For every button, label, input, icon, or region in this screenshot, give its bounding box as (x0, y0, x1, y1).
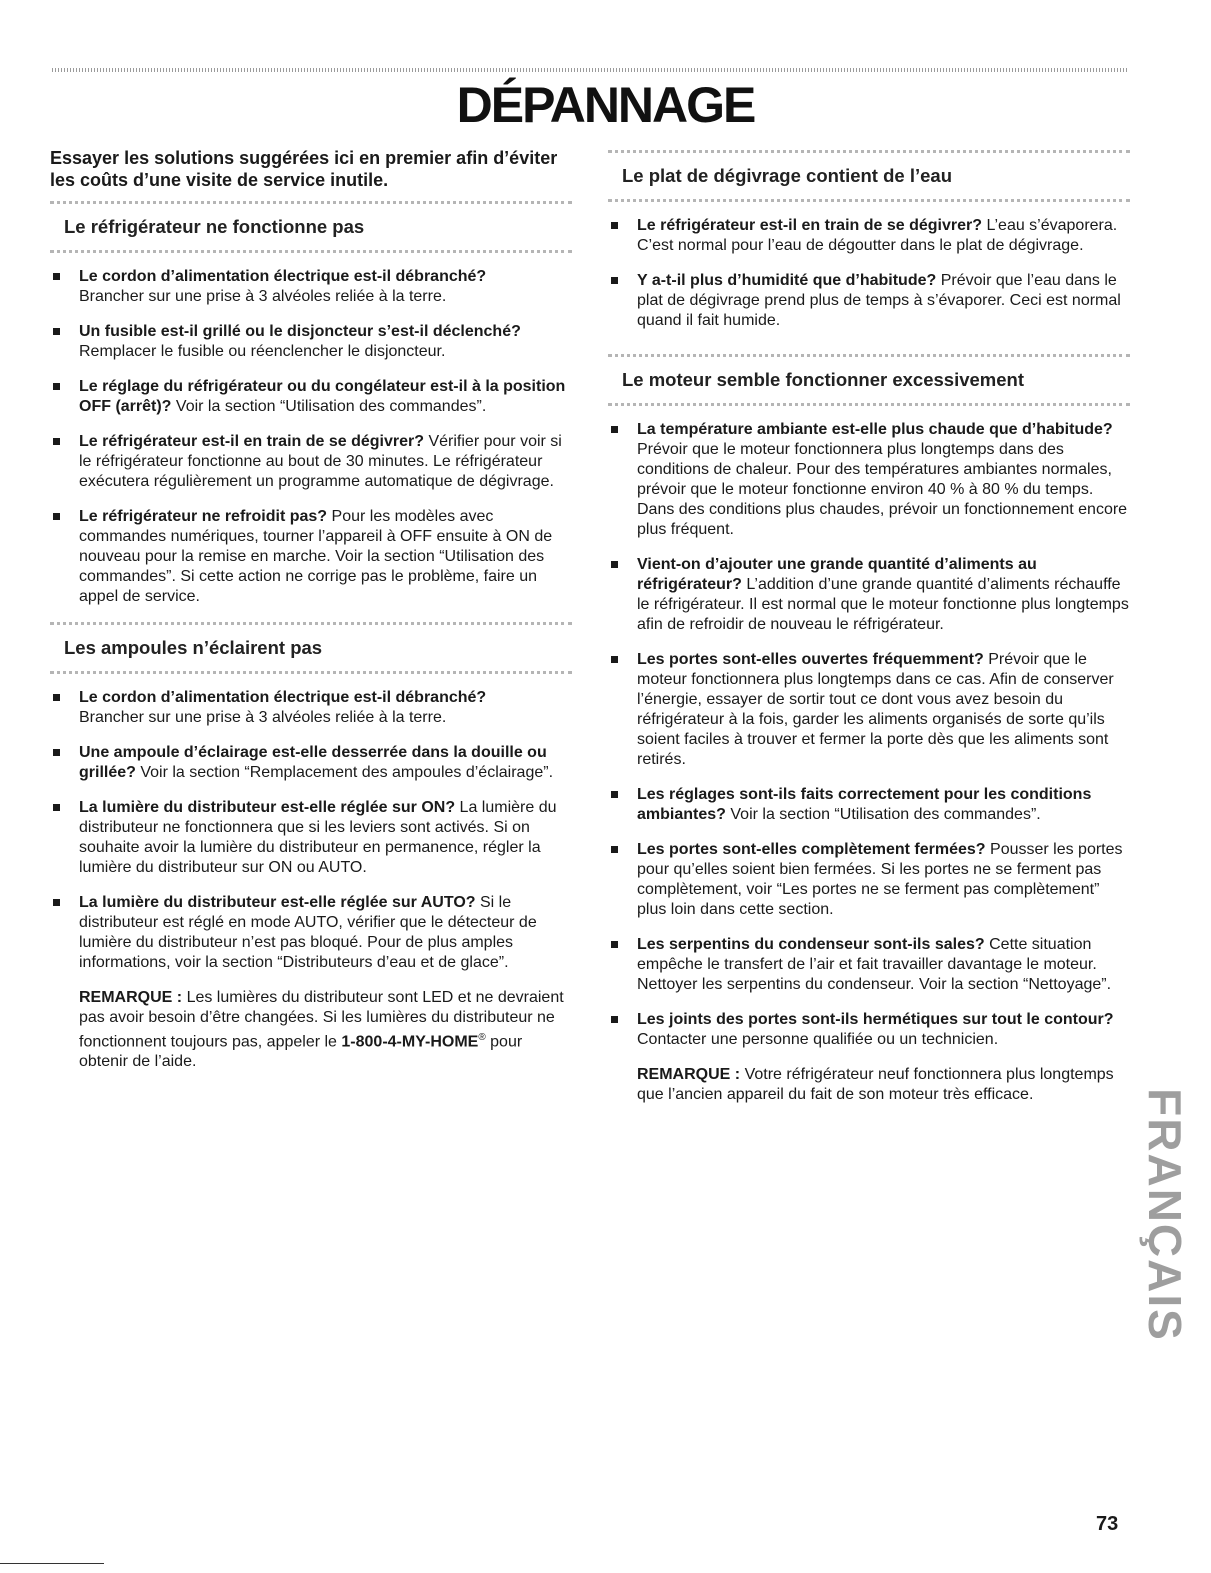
issue-question: La lumière du distributeur est-elle réglée sur ON? (79, 799, 456, 816)
left-column (50, 147, 572, 1086)
bullet-icon (611, 426, 618, 433)
bullet-icon (53, 513, 60, 520)
issue-item (50, 507, 572, 607)
issue-question: Les joints des portes sont-ils hermétiques sur tout le contour? (637, 1011, 1114, 1028)
bullet-icon (611, 222, 618, 229)
bullet-icon (53, 899, 60, 906)
section-heading: Le plat de dégivrage contient de l’eau (608, 150, 1130, 202)
issue-answer: L’eau s’évaporera. C’est normal pour l’eau de dégoutter dans le plat de dégivrage. (637, 217, 1118, 254)
issue-item (608, 785, 1130, 825)
registered-mark: ® (478, 1032, 486, 1043)
issue-question: Le réfrigérateur est-il en train de se dégivrer? (637, 217, 983, 234)
issue-question: Le cordon d’alimentation électrique est-il débranché? (79, 268, 487, 285)
issue-answer: Brancher sur une prise à 3 alvéoles reliée à la terre. (79, 709, 447, 726)
issue-item (50, 743, 572, 783)
issue-answer: Pousser les portes pour qu’elles soient bien fermées. Si les portes ne se ferment pas complètement, voir “Les portes ne se ferment pas complètement” plus loin dans cette section. (637, 841, 1123, 918)
right-column (608, 150, 1130, 1119)
issue-question: Les serpentins du condenseur sont-ils sales? (637, 936, 985, 953)
remark-tail: pour obtenir de l’aide. (79, 1033, 523, 1071)
issue-question: Vient-on d’ajouter une grande quantité d’aliments au réfrigérateur? (637, 556, 1037, 593)
section-heading: Le réfrigérateur ne fonctionne pas (50, 201, 572, 253)
issue-question: Un fusible est-il grillé ou le disjoncteur s’est-il déclenché? (79, 323, 521, 340)
issue-question: La température ambiante est-elle plus chaude que d’habitude? (637, 421, 1113, 438)
remark-text: Votre réfrigérateur neuf fonctionnera plus longtemps que l’ancien appareil du fait de son moteur très efficace. (637, 1066, 1114, 1103)
issue-answer: Voir la section “Utilisation des commandes”. (730, 806, 1041, 823)
issue-item (50, 432, 572, 492)
issue-item (50, 267, 572, 307)
issue-answer: Voir la section “Remplacement des ampoules d’éclairage”. (140, 764, 554, 781)
issue-item (608, 840, 1130, 920)
issue-item (50, 688, 572, 728)
bullet-icon (611, 277, 618, 284)
issue-question: Les portes sont-elles complètement fermées? (637, 841, 986, 858)
issue-answer: Pour les modèles avec commandes numériques, tourner l’appareil à OFF ensuite à ON de nouveau pour la remise en marche. Voir la section “Utilisation des commandes”. Si cette action ne corrige pas le problème, faire un appel de service. (79, 508, 553, 605)
bullet-icon (53, 273, 60, 280)
issue-answer: Si le distributeur est réglé en mode AUTO, vérifier que le détecteur de lumière du distributeur n’est pas bloqué. Pour de plus amples informations, voir la section “Distributeurs d’eau et de glace”. (79, 894, 537, 971)
issue-item (608, 935, 1130, 995)
issue-answer: Vérifier pour voir si le réfrigérateur fonctionne au bout de 30 minutes. Le réfrigérateur exécutera régulièrement un programme automatique de dégivrage. (79, 433, 562, 490)
remark-text: Les lumières du distributeur sont LED et ne devraient pas avoir besoin d’être changées. Si les lumières du distributeur ne fonctionnent toujours pas, appeler le (79, 989, 564, 1051)
section-heading: Les ampoules n’éclairent pas (50, 622, 572, 674)
issue-item (50, 377, 572, 417)
issue-question: Les portes sont-elles ouvertes fréquemment? (637, 651, 984, 668)
bullet-icon (611, 941, 618, 948)
issue-question: La lumière du distributeur est-elle réglée sur AUTO? (79, 894, 476, 911)
issue-answer: L’addition d’une grande quantité d’aliments réchauffe le réfrigérateur. Il est normal que le moteur fonctionne plus longtemps afin de refroidir de nouveau le réfrigérateur. (637, 576, 1129, 633)
issue-answer: Prévoir que le moteur fonctionnera plus longtemps dans ce cas. Afin de conserver l’énergie, essayer de sortir tout ce dont vous avez besoin du réfrigérateur à la fois, garder les aliments organisés de sorte qu’ils soient faciles à trouver et fermer la porte dès que les aliments sont retirés. (637, 651, 1114, 768)
bullet-icon (53, 383, 60, 390)
issue-item (608, 420, 1130, 540)
issue-answer: Prévoir que l’eau dans le plat de dégivrage prend plus de temps à s’évaporer. Ceci est normal quand il fait humide. (637, 272, 1121, 329)
issue-item (608, 555, 1130, 635)
issue-question: Les réglages sont-ils faits correctement pour les conditions ambiantes? (637, 786, 1092, 823)
bullet-icon (611, 561, 618, 568)
issue-item (608, 216, 1130, 256)
section-heading: Le moteur semble fonctionner excessivement (608, 354, 1130, 406)
issue-item (50, 798, 572, 878)
issue-answer: La lumière du distributeur ne fonctionnera que si les leviers sont activés. Si on souhaite avoir la lumière du distributeur en permanence, régler la lumière du distributeur sur ON ou AUTO. (79, 799, 557, 876)
bullet-icon (611, 846, 618, 853)
bullet-icon (53, 804, 60, 811)
issue-item (608, 1010, 1130, 1050)
bullet-icon (53, 694, 60, 701)
language-side-tab (1140, 1080, 1190, 1350)
bullet-icon (611, 656, 618, 663)
issue-item (608, 650, 1130, 770)
issue-item (50, 322, 572, 362)
bullet-icon (53, 328, 60, 335)
issue-question: Le cordon d’alimentation électrique est-il débranché? (79, 689, 487, 706)
issue-item (608, 271, 1130, 331)
issue-question: Une ampoule d’éclairage est-elle desserrée dans la douille ou grillée? (79, 744, 547, 781)
issue-answer: Prévoir que le moteur fonctionnera plus longtemps dans des conditions de chaleur. Pour des températures ambiantes normales, prévoir que le moteur fonctionne environ 40 % à 80 % du temps. Dans des conditions plus chaudes, prévoir un fonctionnement encore plus fréquent. (637, 441, 1128, 538)
issue-answer: Contacter une personne qualifiée ou un technicien. (637, 1031, 999, 1048)
top-dotted-rule (52, 68, 1127, 72)
remark-note (50, 988, 572, 1072)
issue-answer: Voir la section “Utilisation des commandes”. (175, 398, 487, 415)
issue-answer: Brancher sur une prise à 3 alvéoles reliée à la terre. (79, 288, 447, 305)
issue-item (50, 893, 572, 973)
issue-answer: Remplacer le fusible ou réenclencher le disjoncteur. (79, 343, 446, 360)
bullet-icon (611, 1016, 618, 1023)
phone-number: 1-800-4-MY-HOME (341, 1033, 479, 1051)
page-title: DÉPANNAGE (456, 77, 755, 133)
issue-question: Y a-t-il plus d’humidité que d’habitude? (637, 272, 937, 289)
intro-text: Essayer les solutions suggérées ici en premier afin d’éviter les coûts d’une visite de service inutile. (50, 148, 558, 190)
bullet-icon (53, 438, 60, 445)
issue-question: Le réfrigérateur est-il en train de se dégivrer? (79, 433, 425, 450)
side-tab-label: FRANÇAIS (1139, 1088, 1192, 1342)
remark-label: REMARQUE : (79, 989, 183, 1006)
issue-question: Le réfrigérateur ne refroidit pas? (79, 508, 328, 525)
bullet-icon (53, 749, 60, 756)
bottom-rule (0, 1563, 104, 1564)
bullet-icon (611, 791, 618, 798)
remark-label: REMARQUE : (637, 1066, 741, 1083)
issue-question: Le réglage du réfrigérateur ou du congélateur est-il à la position OFF (arrêt)? (79, 378, 566, 415)
remark-note (608, 1065, 1130, 1105)
issue-answer: Cette situation empêche le transfert de l’air et fait travailler davantage le moteur. Nettoyer les serpentins du condenseur. Voir la section “Nettoyage”. (637, 936, 1112, 993)
page-number: 73 (1096, 1513, 1119, 1535)
